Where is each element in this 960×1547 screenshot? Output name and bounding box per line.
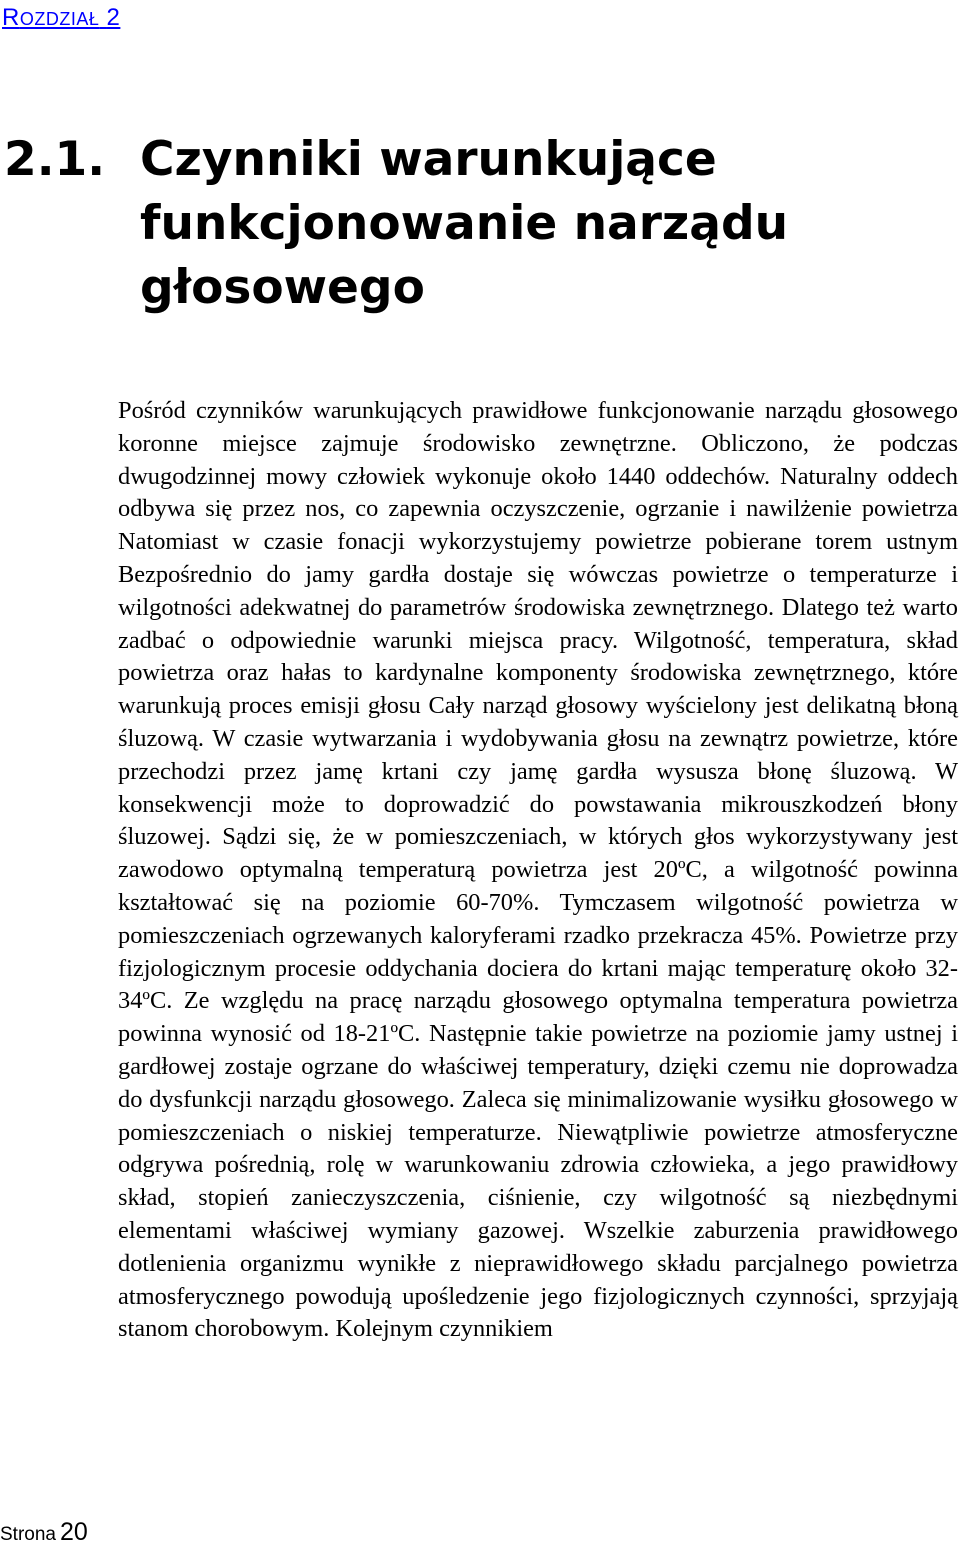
body-paragraph: Pośród czynników warunkujących prawidłowe funkcjonowanie narządu głosowego koronne miejsce zajmuje środowisko zewnętrzne. Obliczono, że podczas dwugodzinnej mowy człowiek wykonuje około 1440 oddechów. Naturalny oddech odbywa się przez nos, co zapewnia oczyszczenie, ogrzanie i nawilżenie powietrza Natomiast w czasie fonacji wykorzystujemy powietrze pobierane torem ustnym Bezpośrednio do jamy gardła dostaje się wówczas powietrze o temperaturze i wilgotności adekwatnej do parametrów środowiska zewnętrznego. Dlatego też warto zadbać o odpowiednie warunki miejsca pracy. Wilgotność, temperatura, skład powietrza oraz hałas to kardynalne komponenty środowiska zewnętrznego, które warunkują proces emisji głosu Cały narząd głosowy wyścielony jest delikatną błoną śluzową. W czasie wytwarzania i wydobywania głosu na zewnątrz powietrze, które przechodzi przez jamę krtani czy jamę gardła wysusza błonę śluzową. W konsekwencji może to doprowadzić do powstawania mikrouszkodzeń błony śluzowej. Sądzi się, że w pomieszczeniach, w których głos wykorzystywany jest zawodowo optymalną temperaturą powietrza jest 20ºC, a wilgotność powinna kształtować się na poziomie 60-70%. Tymczasem wilgotność powietrza w pomieszczeniach ogrzewanych kaloryferami rzadko przekracza 45%. Powietrze przy fizjologicznym procesie oddychania dociera do krtani mając temperaturę około 32-34ºC. Ze względu na pracę narządu głosowego optymalna temperatura powietrza powinna wynosić od 18-21ºC. Następnie takie powietrze na poziomie jamy ustnej i gardłowej zostaje ogrzane do właściwej temperatury, dzięki czemu nie doprowadza do dysfunkcji narządu głosowego. Zaleca się minimalizowanie wysiłku głosowego w pomieszczeniach o niskiej temperaturze. Niewątpliwie powietrze atmosferyczne odgrywa pośrednią, rolę w warunkowaniu zdrowia człowieka, a jego prawidłowy skład, stopień zanieczyszczenia, ciśnienie, czy wilgotność są niezbędnymi elementami właściwej wymiany gazowej. Wszelkie zaburzenia prawidłowego dotlenienia organizmu wynikłe z nieprawidłowego składu parcjalnego powietrza atmosferycznego powodują upośledzenie jego fizjologicznych czynności, sprzyjają stanom chorobowym. Kolejnym czynnikiem: [118, 397, 958, 1343]
section-title-line-2: funkcjonowanie narządu: [140, 196, 789, 251]
chapter-label-rest: OZDZIAŁ: [19, 9, 100, 29]
section-number: 2.1.: [4, 132, 106, 187]
chapter-label-cap: R: [2, 4, 20, 31]
page-label: Strona: [0, 1524, 56, 1545]
page-number: 20: [59, 1518, 88, 1546]
section-title-line-3: głosowego: [140, 260, 425, 315]
page-footer: [0, 1518, 88, 1547]
section-title-line-1: Czynniki warunkujące: [140, 132, 717, 187]
chapter-number: 2: [106, 4, 121, 31]
chapter-header[interactable]: [2, 4, 120, 32]
